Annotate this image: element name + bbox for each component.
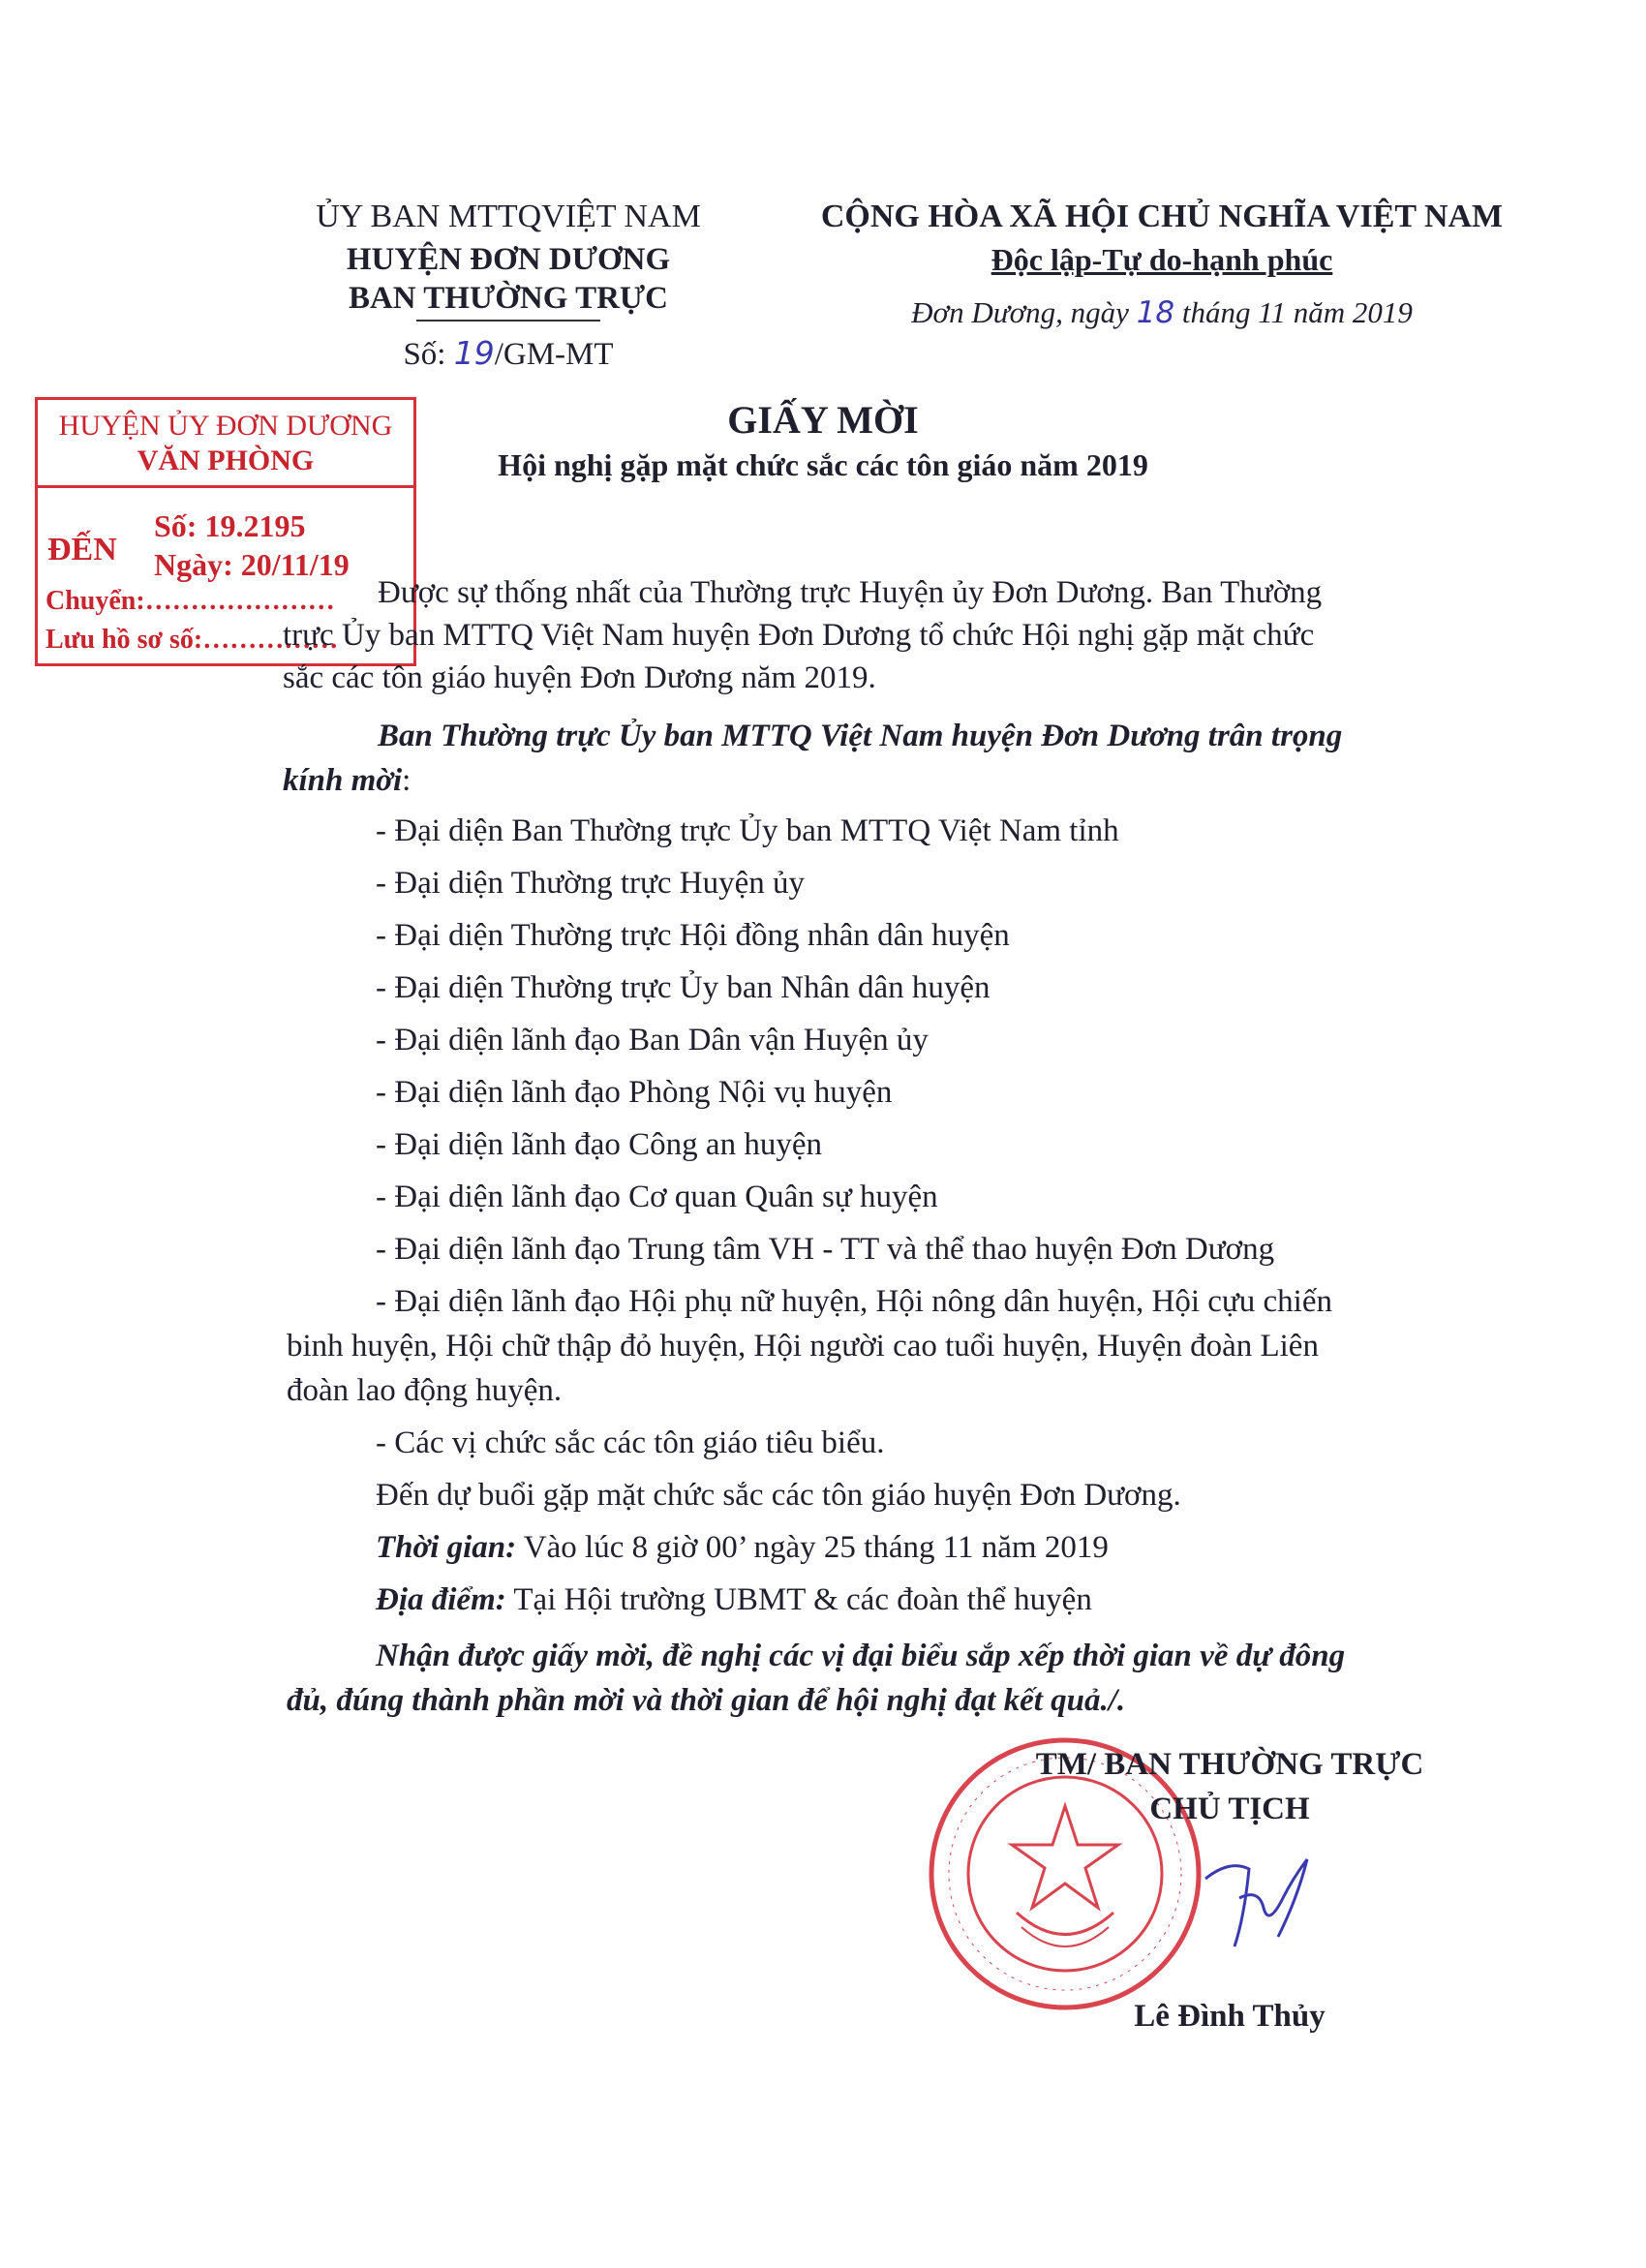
stamp-date: Ngày: 20/11/19 xyxy=(154,547,350,582)
document-subtitle: Hội nghị gặp mặt chức sắc các tôn giáo năm 2019 xyxy=(498,447,1148,482)
org-underline xyxy=(416,320,600,322)
signer-name: Lê Đình Thủy xyxy=(1134,1999,1326,2034)
time-line: Thời gian: Vào lúc 8 giờ 00’ ngày 25 tháng 11 năm 2019 xyxy=(376,1530,1109,1565)
handwritten-signature-icon xyxy=(1191,1840,1336,1966)
invitee-item: - Đại diện Thường trực Ủy ban Nhân dân huyện xyxy=(376,970,991,1005)
invite-line-2: kính mời: xyxy=(283,763,412,798)
invitee-item: - Đại diện lãnh đạo Công an huyện xyxy=(376,1127,822,1162)
stamp-den: ĐẾN xyxy=(47,532,117,567)
invitee-item: - Đại diện lãnh đạo Ban Dân vận Huyện ủy xyxy=(376,1023,929,1057)
stamp-line-2: VĂN PHÒNG xyxy=(137,444,315,476)
stamp-transfer: Chuyển:………………… xyxy=(46,586,335,616)
signature-title: TM/ BAN THƯỜNG TRỰC xyxy=(1035,1747,1424,1782)
invitee-item: - Đại diện Ban Thường trực Ủy ban MTTQ Việt Nam tỉnh xyxy=(376,813,1119,848)
org-line-2: HUYỆN ĐƠN DƯƠNG xyxy=(346,242,671,277)
intro-line-1: Được sự thống nhất của Thường trực Huyện ủy Đơn Dương. Ban Thường xyxy=(378,575,1323,610)
stamp-line-1: HUYỆN ỦY ĐƠN DƯƠNG xyxy=(58,410,393,442)
stamp-archive: Lưu hồ sơ số:…………… xyxy=(46,625,339,655)
attend-line: Đến dự buổi gặp mặt chức sắc các tôn giáo huyện Đơn Dương. xyxy=(376,1478,1181,1513)
invitee-item: - Đại diện lãnh đạo Phòng Nội vụ huyện xyxy=(376,1075,893,1110)
org-line-1: ỦY BAN MTTQVIỆT NAM xyxy=(316,199,701,234)
invitee-item: - Đại diện lãnh đạo Cơ quan Quân sự huyện xyxy=(376,1180,938,1214)
document-title: GIẤY MỜI xyxy=(727,398,919,442)
invite-line-1: Ban Thường trực Ủy ban MTTQ Việt Nam huyện Đơn Dương trân trọng xyxy=(378,719,1343,753)
closing-line-1: Nhận được giấy mời, đề nghị các vị đại biểu sắp xếp thời gian về dự đông xyxy=(376,1639,1346,1673)
document-date: Đơn Dương, ngày 18 tháng 11 năm 2019 xyxy=(911,295,1413,330)
invitee-religious: - Các vị chức sắc các tôn giáo tiêu biểu. xyxy=(376,1425,885,1460)
invitee-multi-line-1: - Đại diện lãnh đạo Hội phụ nữ huyện, Hội nông dân huyện, Hội cựu chiến xyxy=(376,1284,1332,1319)
intro-line-3: sắc các tôn giáo huyện Đơn Dương năm 2019. xyxy=(283,660,876,695)
invitee-multi-line-3: đoàn lao động huyện. xyxy=(287,1373,563,1408)
stamp-divider xyxy=(38,485,413,488)
handwritten-number: 19 xyxy=(453,334,495,372)
org-line-3: BAN THƯỜNG TRỰC xyxy=(348,281,669,316)
closing-line-2: đủ, đúng thành phần mời và thời gian để hội nghị đạt kết quả./. xyxy=(287,1683,1126,1718)
invitee-multi-line-2: binh huyện, Hội chữ thập đỏ huyện, Hội người cao tuổi huyện, Huyện đoàn Liên xyxy=(287,1329,1319,1364)
invitee-item: - Đại diện Thường trực Huyện ủy xyxy=(376,866,806,901)
signature-role: CHỦ TỊCH xyxy=(1149,1792,1310,1826)
stamp-number: Số: 19.2195 xyxy=(154,508,306,543)
invitee-item: - Đại diện Thường trực Hội đồng nhân dân huyện xyxy=(376,918,1010,953)
place-line: Địa điểm: Tại Hội trường UBMT & các đoàn thể huyện xyxy=(376,1582,1092,1617)
nation-motto: Độc lập-Tự do-hạnh phúc xyxy=(991,242,1333,277)
document-number: Số: 19/GM-MT xyxy=(403,334,614,372)
handwritten-day: 18 xyxy=(1136,295,1175,330)
nation-title: CỘNG HÒA XÃ HỘI CHỦ NGHĨA VIỆT NAM xyxy=(820,199,1504,234)
invitee-item: - Đại diện lãnh đạo Trung tâm VH - TT và thể thao huyện Đơn Dương xyxy=(376,1232,1275,1267)
intro-line-2: trực Ủy ban MTTQ Việt Nam huyện Đơn Dương tổ chức Hội nghị gặp mặt chức xyxy=(283,618,1315,653)
